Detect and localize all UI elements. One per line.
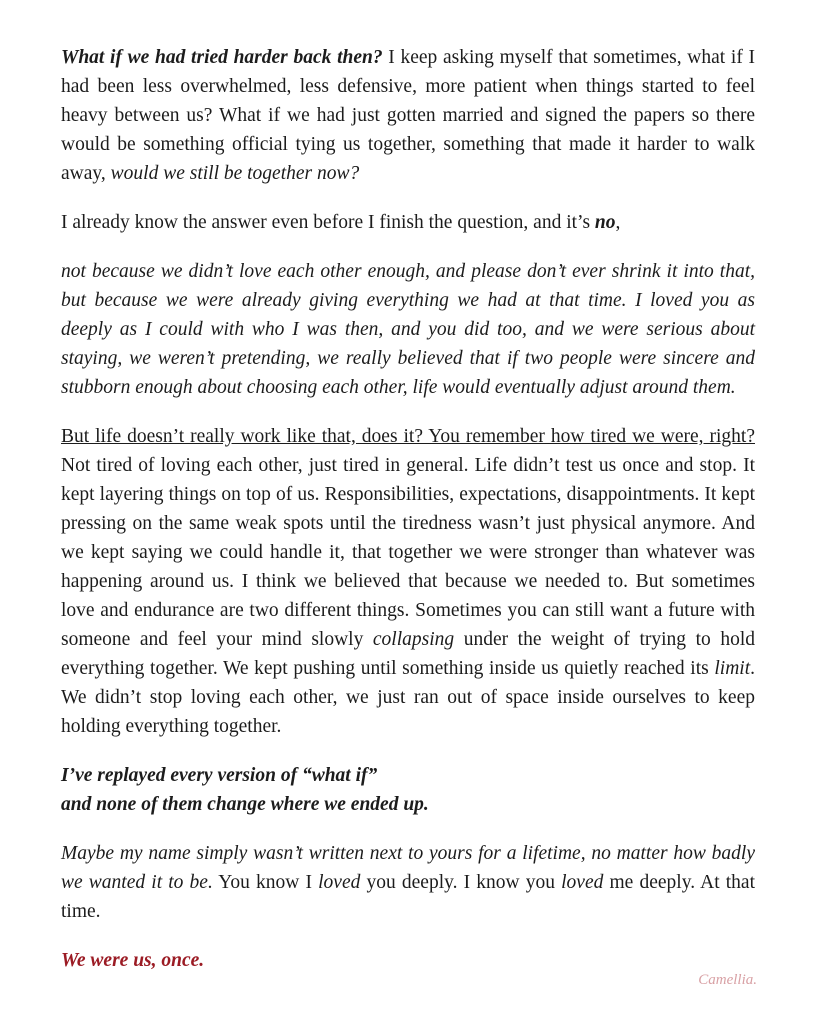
paragraph-maybe xyxy=(61,839,755,926)
answer-no: no xyxy=(594,212,616,233)
signature: Camellia. xyxy=(698,972,757,988)
paragraph-text: you deeply. I know you xyxy=(360,872,562,893)
replayed-line-1: I’ve replayed every version of “what if” xyxy=(61,765,378,786)
paragraph-answer xyxy=(61,208,755,237)
paragraph-text: not because we didn’t love each other enough, and please don’t ever shrink it into that, but because we were already giving everything we had at that time. I loved you as deeply as I could with who I was then, and you did too, and we were serious about staying, we weren’t pretending, we really believed that if two people were sincere and stubborn enough about choosing each other, life would eventually adjust around them. xyxy=(61,261,755,398)
emphasis-limit: limit xyxy=(714,658,751,679)
closing-line: We were us, once. xyxy=(61,950,205,971)
underlined-question: But life doesn’t really work like that, does it? You remember how tired we were, right? xyxy=(61,426,755,447)
paragraph-life xyxy=(61,422,755,741)
paragraph-text: Not tired of loving each other, just tired in general. Life didn’t test us once and stop. It kept layering things on top of us. Responsibilities, expectations, disappointments. It kept pressing on the same weak spots until the tiredness wasn’t just physical anymore. And we kept saying we could handle it, that together we were stronger than whatever was happening around us. I think we believed that because we needed to. But sometimes love and endurance are two different things. Sometimes you can still want a future with someone and feel your mind slowly xyxy=(61,455,755,650)
italic-sentence: Maybe my name simply wasn’t written next to yours for a lifetime, no matter how badly we wanted it to be. xyxy=(61,843,755,893)
paragraph-not-because xyxy=(61,257,755,402)
punctuation: , xyxy=(615,212,621,233)
replayed-line-2: and none of them change where we ended up. xyxy=(61,794,429,815)
emphasis-loved-2: loved xyxy=(561,872,604,893)
paragraph-what-if xyxy=(61,43,755,188)
closing-question: would we still be together now? xyxy=(110,163,360,184)
emphasis-collapsing: collapsing xyxy=(372,629,455,650)
letter-body xyxy=(61,43,755,995)
paragraph-text: me deeply. At that time. xyxy=(61,872,756,922)
emphasis-loved-1: loved xyxy=(318,872,361,893)
lead-question: What if we had tried harder back then? xyxy=(61,47,383,68)
paragraph-text: . We didn’t stop loving each other, we just ran out of space inside ourselves to keep holding everything together. xyxy=(61,658,755,737)
paragraph-text: under the weight of trying to hold everything together. We kept pushing until something inside us quietly reached its xyxy=(61,629,756,679)
paragraph-text: I keep asking myself that sometimes, what if I had been less overwhelmed, less defensive, more patient when things started to feel heavy between us? What if we had just gotten married and signed the papers so there would be something official tying us together, something that made it harder to walk away, xyxy=(61,47,755,184)
paragraph-text: I already know the answer even before I finish the question, and it’s xyxy=(61,212,595,233)
paragraph-replayed xyxy=(61,761,755,819)
paragraph-text: You know I xyxy=(212,872,319,893)
